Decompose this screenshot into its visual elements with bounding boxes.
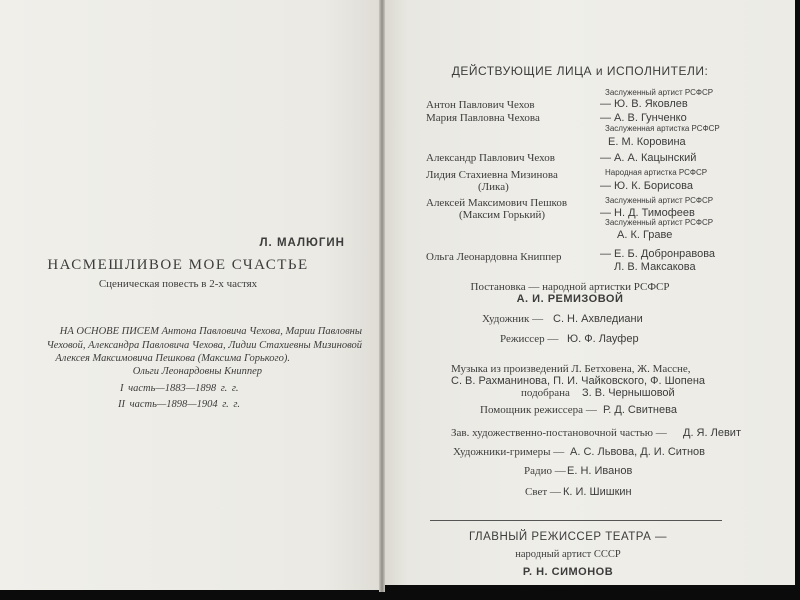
play-subtitle: Сценическая повесть в 2-х частях (98, 278, 258, 290)
basis-line-4: Ольги Леонардовны Книппер (132, 366, 262, 377)
title-anton: Заслуженный артист РСФСР (605, 88, 714, 97)
role-olga: Ольга Леонардовна Книппер (426, 251, 562, 263)
role-alexander: Александр Павлович Чехов (426, 152, 555, 164)
role-maria: Мария Павловна Чехова (426, 112, 540, 124)
chief-director-name: Р. Н. СИМОНОВ (522, 566, 614, 578)
radio-label: Радио — (524, 465, 566, 477)
actor-anton: — Ю. В. Яковлев (600, 98, 688, 110)
basis-line-1: НА ОСНОВЕ ПИСЕМ Антона Павловича Чехова, Марии Павловны (59, 326, 362, 337)
actor-olga-2: Л. В. Максакова (614, 261, 696, 273)
director-name: Ю. Ф. Лауфер (567, 333, 639, 345)
actor-alexei-2: А. К. Граве (617, 229, 673, 241)
staging-name: А. И. РЕМИЗОВОЙ (516, 293, 624, 305)
part-1-dates: I часть—1883—1898 г. г. (120, 383, 239, 394)
director-label: Режиссер — (500, 333, 559, 345)
radio-name: Е. Н. Иванов (567, 465, 633, 477)
actor-maria-1: — А. В. Гунченко (600, 112, 687, 124)
actor-alexander: — А. А. Кацынский (600, 152, 697, 164)
part-2-dates: II часть—1898—1904 г. г. (118, 399, 240, 410)
cast-heading: ДЕЙСТВУЮЩИЕ ЛИЦА и ИСПОЛНИТЕЛИ: (451, 64, 709, 78)
asst-director-name: Р. Д. Свитнева (603, 404, 677, 416)
divider-line (430, 520, 722, 521)
chief-director-label: ГЛАВНЫЙ РЕЖИССЕР ТЕАТРА — (468, 531, 668, 543)
basis-line-2: Чеховой, Александра Павловича Чехова, Лидии Стахиевны Мизиновой (46, 340, 362, 351)
staging-label: Постановка — народной артистки РСФСР (470, 281, 670, 293)
music-selected-label: подобрана (521, 387, 570, 399)
role-alexei-nick: (Максим Горький) (459, 209, 546, 221)
light-label: Свет — (525, 486, 561, 498)
actor-alexei-1: — Н. Д. Тимофеев (600, 207, 695, 219)
author-name: Л. МАЛЮГИН (259, 237, 345, 249)
music-line-2: С. В. Рахманинова, П. И. Чайковского, Ф. Шопена (451, 375, 706, 387)
actor-maria-2: Е. М. Коровина (608, 136, 686, 148)
makeup-label: Художники-гримеры — (453, 446, 565, 458)
title-maria: Заслуженная артистка РСФСР (605, 124, 720, 133)
title-lidia: Народная артистка РСФСР (605, 168, 708, 177)
actor-olga-1: — Е. Б. Добронравова (600, 248, 716, 260)
role-anton: Антон Павлович Чехов (426, 99, 535, 111)
head-staging-name: Д. Я. Левит (683, 427, 741, 439)
chief-director-title: народный артист СССР (515, 549, 621, 560)
artist-label: Художник — (482, 313, 544, 325)
head-staging-label: Зав. художественно-постановочной частью — (451, 427, 667, 439)
title-alexei-2: Заслуженный артист РСФСР (605, 218, 714, 227)
music-line-1: Музыка из произведений Л. Бетховена, Ж. Массне, (451, 363, 691, 375)
title-alexei-1: Заслуженный артист РСФСР (605, 196, 714, 205)
play-title: НАСМЕШЛИВОЕ МОЕ СЧАСТЬЕ (47, 257, 309, 273)
basis-line-3: Алексея Максимовича Пешкова (Максима Горького). (55, 353, 290, 364)
left-page (0, 0, 381, 590)
role-lidia: Лидия Стахиевна Мизинова (426, 169, 558, 181)
asst-director-label: Помощник режиссера — (480, 404, 597, 416)
page-fold (379, 0, 385, 592)
light-name: К. И. Шишкин (563, 486, 632, 498)
actor-lidia: — Ю. К. Борисова (600, 180, 693, 192)
role-lidia-nick: (Лика) (478, 181, 509, 193)
music-selected-name: З. В. Чернышовой (582, 387, 675, 399)
artist-name: С. Н. Ахвледиани (553, 313, 643, 325)
makeup-names: А. С. Львова, Д. И. Ситнов (570, 446, 705, 458)
role-alexei: Алексей Максимович Пешков (426, 197, 568, 209)
